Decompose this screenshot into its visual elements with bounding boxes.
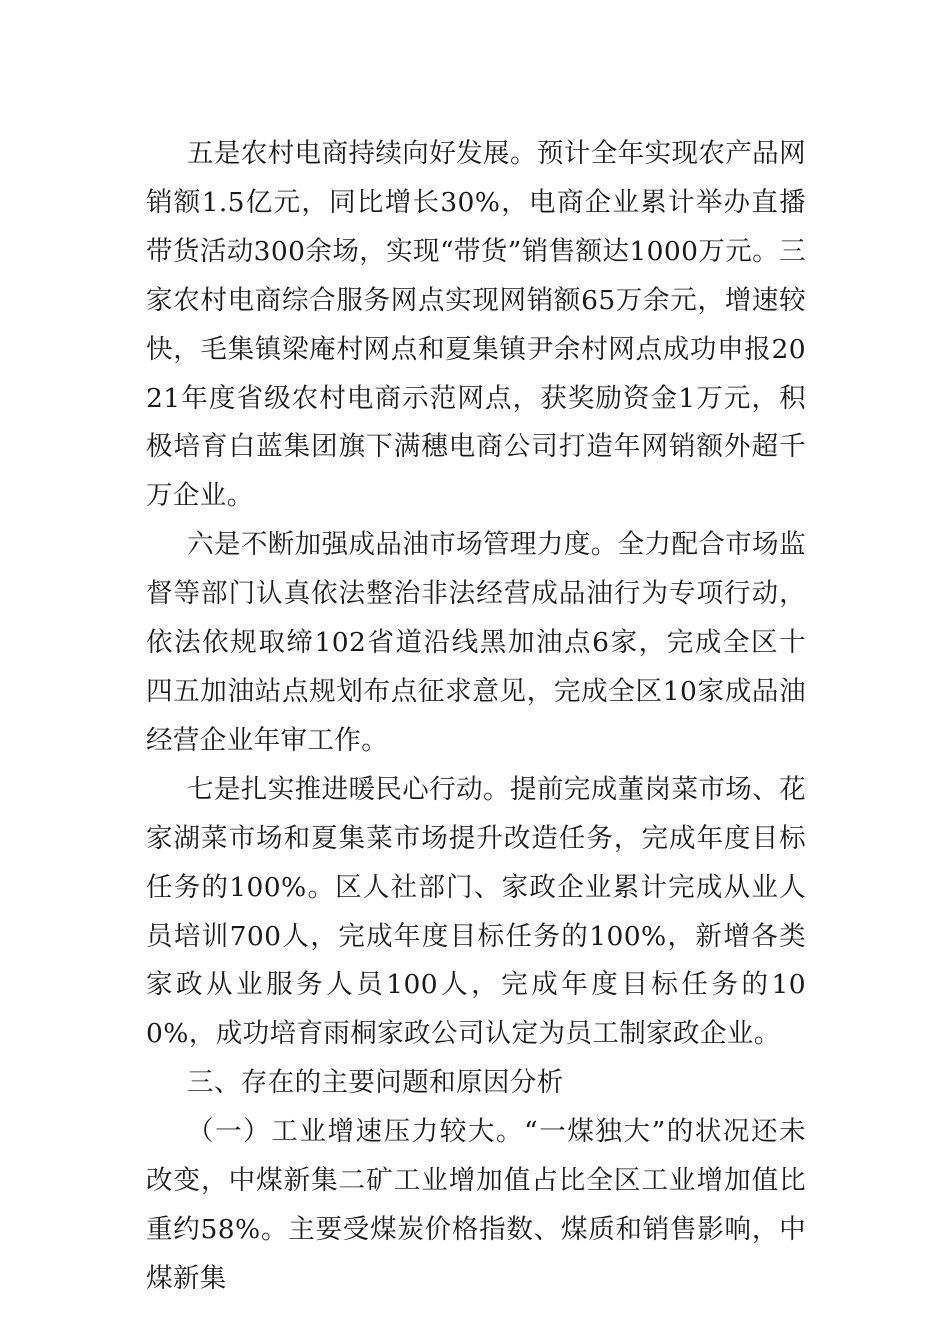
paragraph-refined-oil-market: 六是不断加强成品油市场管理力度。全力配合市场监督等部门认真依法整治非法经营成品油行为专项行动，依法依规取缔102省道沿线黑加油点6家，完成全区十四五加油站点规划布点征求意见，完成全区10家成品油经营企业年审工作。 <box>146 529 806 756</box>
section-heading-problems: 三、存在的主要问题和原因分析 <box>187 1067 564 1099</box>
paragraph-industrial-growth: （一）工业增速压力较大。“一煤独大”的状况还未改变，中煤新集二矿工业增加值占比全区工业增加值比重约58%。主要受煤炭价格指数、煤质和销售影响，中煤新集 <box>146 1116 806 1294</box>
paragraph-rural-ecommerce: 五是农村电商持续向好发展。预计全年实现农产品网销额1.5亿元，同比增长30%，电商企业累计举办直播带货活动300余场，实现“带货”销售额达1000万元。三家农村电商综合服务网点实现网销额65万余元，增速较快，毛集镇梁庵村网点和夏集镇尹余村网点成功申报2021年度省级农村电商示范网点，获奖励资金1万元，积极培育白蓝集团旗下满穗电商公司打造年网销额外超千万企业。 <box>146 138 806 512</box>
document-body <box>146 130 806 1304</box>
paragraph-livelihood-action: 七是扎实推进暖民心行动。提前完成董岗菜市场、花家湖菜市场和夏集菜市场提升改造任务，完成年度目标任务的100%。区人社部门、家政企业累计完成从业人员培训700人，完成年度目标任务的100%，新增各类家政从业服务人员100人，完成年度目标任务的100%，成功培育雨桐家政公司认定为员工制家政企业。 <box>146 773 806 1050</box>
